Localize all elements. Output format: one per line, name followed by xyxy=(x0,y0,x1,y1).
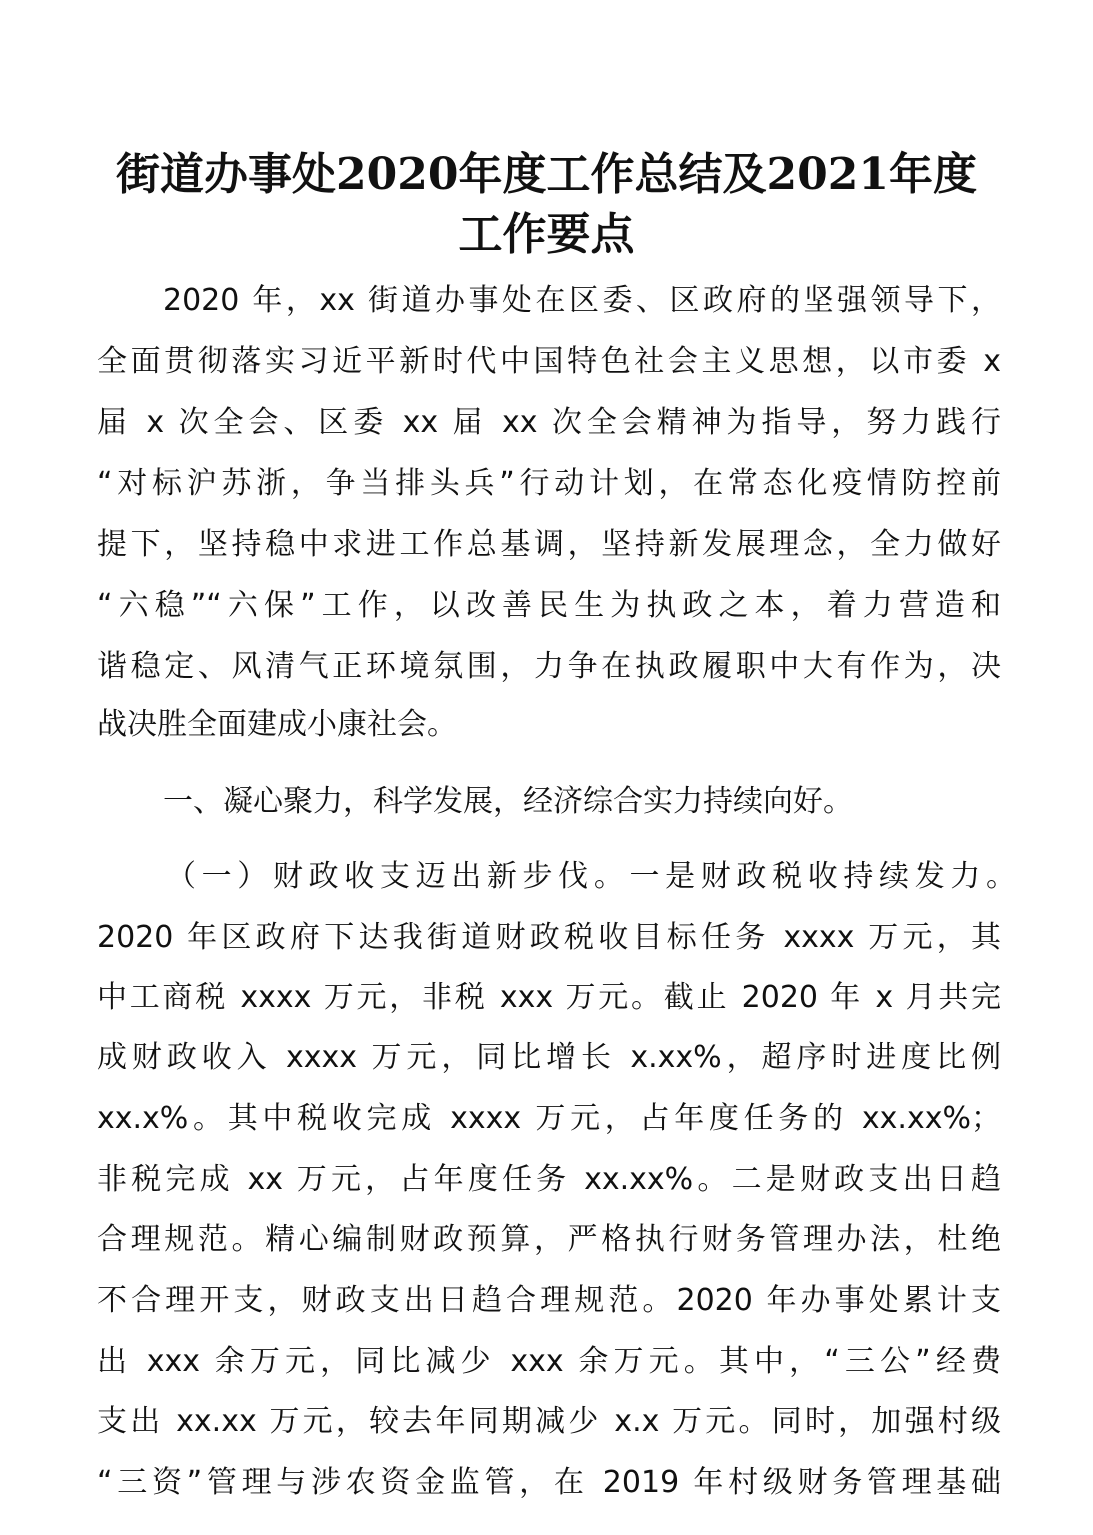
document-title-line-2: 工作要点 xyxy=(458,209,635,260)
body-line: 中工商税 xxxx 万元，非税 xxx 万元。截止 2020 年 x 月共完 xyxy=(97,980,1001,1015)
body-line: “六稳”“六保”工作，以改善民生为执政之本，着力营造和 xyxy=(97,588,1001,623)
document-title-line-1: 街道办事处2020年度工作总结及2021年度 xyxy=(116,149,977,200)
body-line: “对标沪苏浙，争当排头兵”行动计划，在常态化疫情防控前 xyxy=(97,466,1001,501)
body-line: 不合理开支，财政支出日趋合理规范。2020 年办事处累计支 xyxy=(97,1283,1001,1318)
body-line: 全面贯彻落实习近平新时代中国特色社会主义思想，以市委 x xyxy=(97,344,1001,379)
body-line: “三资”管理与涉农资金监管，在 2019 年村级财务管理基础 xyxy=(97,1465,1001,1500)
body-line: 谐稳定、风清气正环境氛围，力争在执政履职中大有作为，决 xyxy=(97,649,1001,684)
body-line: 支出 xx.xx 万元，较去年同期减少 x.x 万元。同时，加强村级 xyxy=(97,1404,1001,1439)
body-line: 2020 年区政府下达我街道财政税收目标任务 xxxx 万元，其 xyxy=(97,920,1001,955)
body-line: xx.x%。其中税收完成 xxxx 万元，占年度任务的 xx.xx%； xyxy=(97,1101,1001,1136)
body-line: 合理规范。精心编制财政预算，严格执行财务管理办法，杜绝 xyxy=(97,1222,1001,1257)
body-line: 非税完成 xx 万元，占年度任务 xx.xx%。二是财政支出日趋 xyxy=(97,1162,1001,1197)
body-line: 战决胜全面建成小康社会。 xyxy=(97,707,457,742)
body-line: 2020 年，xx 街道办事处在区委、区政府的坚强领导下， xyxy=(163,283,1001,318)
section-heading: 一、凝心聚力，科学发展，经济综合实力持续向好。 xyxy=(163,784,853,819)
body-line: 成财政收入 xxxx 万元，同比增长 x.xx%，超序时进度比例 xyxy=(97,1040,1001,1075)
subsection-heading: （一）财政收支迈出新步伐。一是财政税收持续发力。 xyxy=(166,859,1016,894)
body-line: 提下，坚持稳中求进工作总基调，坚持新发展理念，全力做好 xyxy=(97,527,1001,562)
body-line: 届 x 次全会、区委 xx 届 xx 次全会精神为指导，努力践行 xyxy=(97,405,1001,440)
body-line: 出 xxx 余万元，同比减少 xxx 余万元。其中，“三公”经费 xyxy=(97,1344,1001,1379)
